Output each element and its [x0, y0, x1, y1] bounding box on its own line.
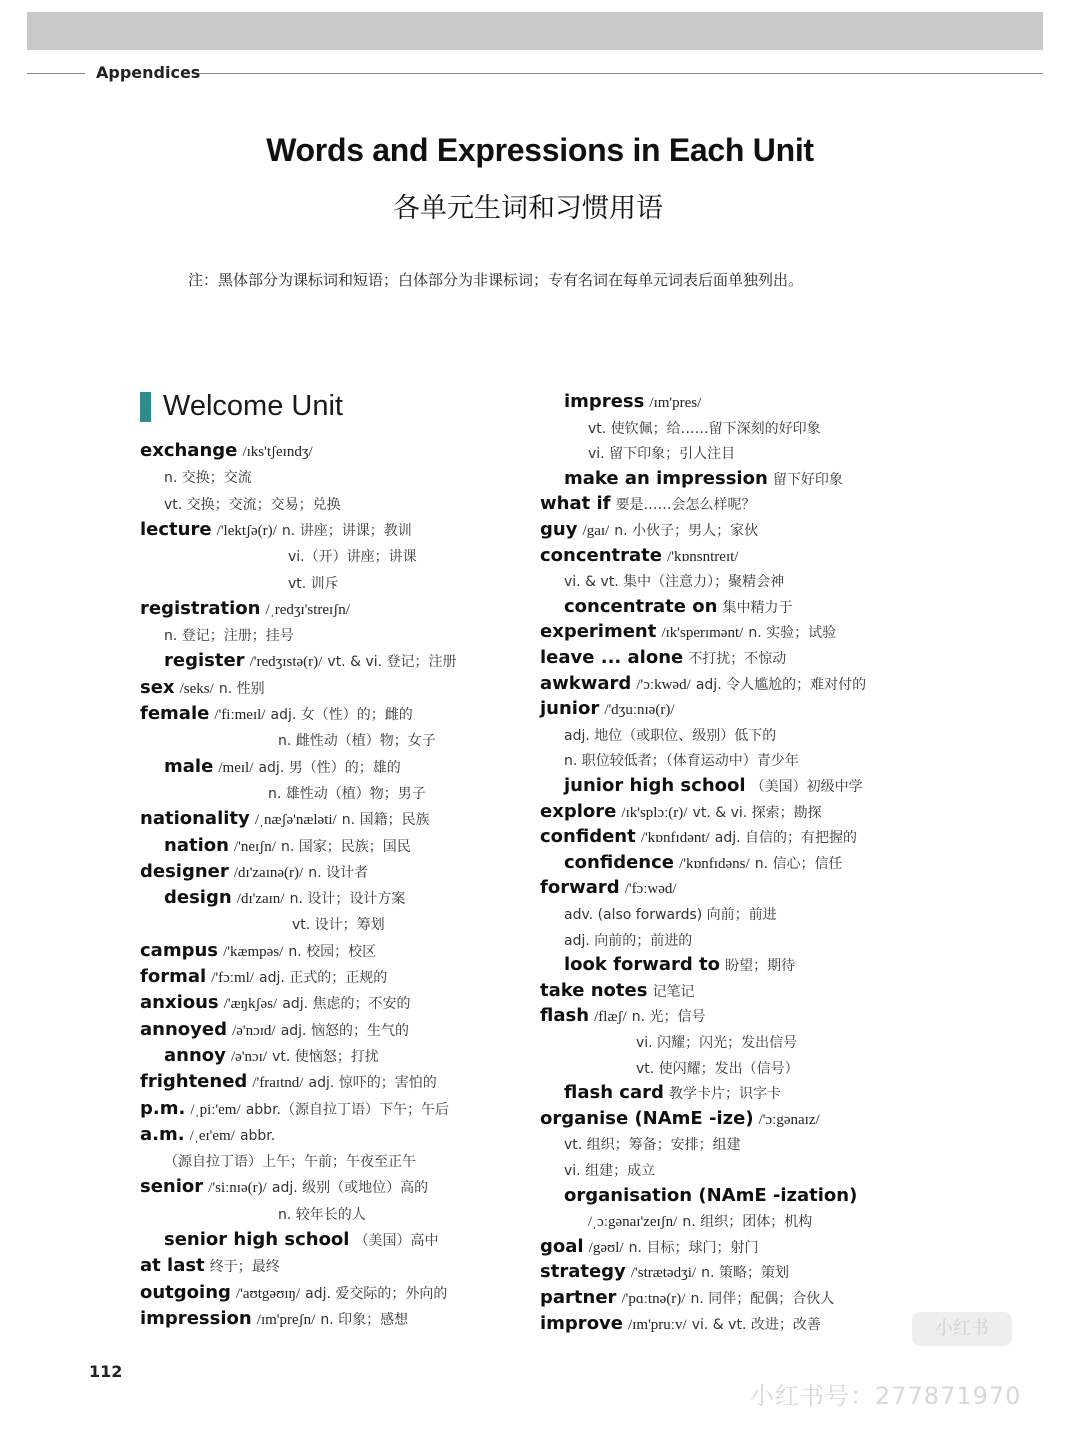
definition: 教学卡片；识字卡 — [668, 1086, 781, 1103]
entry-line — [588, 417, 821, 441]
headword: confidence — [564, 851, 674, 873]
entry-line — [564, 596, 793, 620]
headword: senior — [140, 1176, 204, 1198]
definition: n. 实验；试验 — [748, 625, 837, 642]
definition: n. 国籍；民族 — [341, 812, 430, 829]
phonetic: /'pɑːtnə(r)/ — [621, 1291, 686, 1307]
headword: guy — [540, 519, 578, 540]
entry-line — [140, 940, 376, 964]
phonetic: /ɪks'tʃeɪndʒ/ — [242, 444, 313, 460]
entry-line — [540, 1261, 789, 1285]
headword: a.m. — [140, 1123, 185, 1145]
definition: n. 雌性动（植）物；女子 — [278, 733, 436, 750]
phonetic: /'lektʃə(r)/ — [216, 522, 277, 539]
entry-line — [140, 1071, 437, 1095]
entry-line — [164, 624, 294, 648]
headword: awkward — [540, 672, 632, 694]
headword: male — [164, 755, 214, 777]
phonetic: /ɪm'preʃn/ — [256, 1311, 316, 1328]
definition: 留下好印象 — [772, 471, 843, 488]
entry-line — [636, 1031, 797, 1055]
page-title: Words and Expressions in Each Unit — [266, 132, 814, 168]
entry-line — [140, 1019, 409, 1043]
headword: junior high school — [564, 775, 746, 796]
phonetic: /'ɔːkwəd/ — [636, 676, 691, 693]
headword: flash card — [564, 1082, 664, 1104]
definition: vt. & vi. 登记；注册 — [327, 654, 457, 671]
entry-line — [140, 703, 413, 727]
definition: 集中精力于 — [722, 599, 793, 616]
headword: improve — [540, 1312, 623, 1334]
entry-line — [164, 493, 341, 517]
phonetic: /ə'nɔɪ/ — [230, 1048, 267, 1065]
entry-line — [140, 1308, 408, 1332]
definition: n. 策略；策划 — [701, 1265, 789, 1282]
entry-line — [164, 756, 401, 780]
entry-line — [540, 1005, 706, 1029]
headword: female — [140, 703, 210, 724]
headword: exchange — [140, 440, 238, 461]
definition: adj. 向前的；前进的 — [564, 932, 693, 949]
headword: forward — [540, 877, 620, 899]
definition: adj. 地位（或职位、级别）低下的 — [564, 727, 777, 744]
phonetic: /ɪm'pruːv/ — [628, 1316, 687, 1333]
definition: n. 小伙子；男人；家伙 — [614, 523, 759, 539]
phonetic: /'kɒnfɪdəns/ — [679, 855, 750, 872]
phonetic: /seks/ — [179, 680, 214, 697]
page-subtitle: 各单元生词和习惯用语 — [393, 193, 663, 224]
definition: 盼望；期待 — [725, 958, 796, 975]
app-watermark-badge: 小红书 — [912, 1312, 1012, 1346]
definition: 终于；最终 — [209, 1259, 280, 1276]
definition: adj. 爱交际的；外向的 — [305, 1285, 448, 1302]
phonetic: /'redʒɪstə(r)/ — [249, 654, 323, 671]
entry-line — [540, 647, 786, 671]
phonetic: /ˌɔːgənaɪ'zeɪʃn/ — [588, 1214, 678, 1231]
definition: vi. 留下印象；引人注目 — [588, 446, 736, 463]
definition: 要是……会怎么样呢？ — [615, 497, 756, 514]
entry-line — [540, 545, 738, 569]
entry-line — [540, 1313, 821, 1337]
entry-line — [278, 1203, 366, 1227]
definition: n. 组织；团体；机构 — [682, 1214, 813, 1231]
headword: experiment — [540, 621, 657, 643]
phonetic: /meɪl/ — [218, 759, 254, 776]
headword: concentrate on — [564, 595, 718, 617]
phonetic: /'kɒnsntreɪt/ — [667, 548, 739, 565]
headword: annoyed — [140, 1018, 227, 1040]
entry-line — [140, 677, 265, 701]
entry-line — [164, 1150, 416, 1174]
headword: confident — [540, 826, 636, 848]
definition: n. 交换；交流 — [164, 470, 252, 487]
entry-line — [564, 852, 843, 876]
entry-line — [540, 980, 695, 1004]
definition: vi.（开）讲座；讲课 — [288, 549, 417, 566]
entry-line — [564, 1159, 655, 1183]
definition: （源自拉丁语）上午；午前；午夜至正午 — [164, 1154, 416, 1171]
definition: n. 设计者 — [308, 864, 369, 881]
entry-line — [588, 1210, 812, 1234]
phonetic: /ɪk'splɔː(r)/ — [621, 804, 688, 821]
headword: senior high school — [164, 1229, 350, 1250]
entry-line — [140, 440, 313, 464]
definition: n. 目标；球门；射门 — [628, 1239, 759, 1256]
entry-line — [540, 1108, 820, 1132]
headword: explore — [540, 800, 617, 822]
headword: organise (NAmE -ize) — [540, 1107, 754, 1129]
definition: adj. 恼怒的；生气的 — [280, 1022, 409, 1039]
entry-line — [140, 1282, 447, 1306]
entry-line — [278, 729, 436, 753]
headword: organisation (NAmE -ization) — [564, 1184, 858, 1206]
entry-line — [636, 1057, 799, 1081]
entry-line — [540, 826, 857, 850]
phonetic: /ə'nɔɪd/ — [232, 1022, 276, 1039]
entry-line — [164, 1045, 379, 1069]
definition: adj. 级别（或地位）高的 — [271, 1180, 429, 1197]
phonetic: /'kɒnfɪdənt/ — [640, 830, 710, 847]
entry-line — [564, 929, 692, 953]
phonetic: /'fraɪtnd/ — [252, 1075, 304, 1092]
entry-line — [564, 468, 843, 492]
entry-line — [564, 391, 701, 415]
phonetic: /gaɪ/ — [582, 523, 610, 539]
entry-line — [540, 519, 758, 543]
note-text: 注：黑体部分为课标词和短语；白体部分为非课标词；专有名词在每单元词表后面单独列出。 — [188, 271, 804, 289]
headword: sex — [140, 676, 175, 698]
headword: partner — [540, 1287, 617, 1308]
headword: take notes — [540, 979, 648, 1001]
phonetic: /'dʒuːnɪə(r)/ — [604, 702, 675, 719]
definition: vt. 训斥 — [288, 575, 339, 592]
entry-line — [564, 724, 776, 748]
headword: nation — [164, 834, 229, 856]
headword: strategy — [540, 1261, 626, 1283]
headword: lecture — [140, 518, 212, 540]
definition: n. 校园；校区 — [288, 943, 377, 960]
section-label: Appendices — [96, 63, 201, 82]
headword: design — [164, 887, 232, 909]
definition: adj. 女（性）的；雌的 — [270, 707, 413, 723]
headword: what if — [540, 493, 611, 515]
entry-line — [164, 650, 457, 674]
entry-line — [140, 992, 411, 1016]
top-grey-band — [27, 12, 1043, 50]
phonetic: /'æŋkʃəs/ — [223, 996, 278, 1013]
definition: n. 雄性动（植）物；男子 — [268, 785, 426, 802]
definition: vt. 使钦佩；给……留下深刻的好印象 — [588, 420, 821, 437]
entry-line — [564, 903, 777, 927]
entry-line — [140, 861, 368, 885]
phonetic: /ɪm'pres/ — [649, 395, 702, 411]
headword: outgoing — [140, 1281, 231, 1303]
entry-line — [292, 913, 385, 937]
entry-line — [140, 519, 412, 543]
definition: adj. 焦虑的；不安的 — [282, 996, 411, 1013]
entry-line — [164, 887, 405, 911]
entry-line — [540, 673, 866, 697]
definition: adj. 男（性）的；雄的 — [258, 759, 401, 776]
phonetic: /dɪ'zaɪn/ — [236, 891, 285, 908]
definition: n. 职位较低者；（体育运动中）青少年 — [564, 753, 799, 770]
definition: n. 性别 — [218, 680, 265, 697]
phonetic: /'fiːmeɪl/ — [214, 707, 266, 723]
entry-line — [588, 442, 735, 466]
definition: vt. & vi. 探索；勘探 — [692, 804, 822, 821]
entry-line — [288, 545, 417, 569]
definition: vi. 闪耀；闪光；发出信号 — [636, 1035, 798, 1051]
entry-line — [564, 954, 795, 978]
entry-line — [140, 808, 430, 832]
definition: vi. & vt. 集中（注意力）；聚精会神 — [564, 574, 785, 591]
phonetic: /ˌnæʃə'næləti/ — [254, 812, 337, 829]
headword: concentrate — [540, 544, 662, 566]
phonetic: /'kæmpəs/ — [223, 943, 284, 960]
headword: make an impression — [564, 467, 768, 489]
phonetic: /'strætədʒi/ — [630, 1265, 697, 1282]
headword: p.m. — [140, 1097, 186, 1119]
phonetic: /ˌpiː'em/ — [190, 1101, 241, 1118]
entry-line — [140, 598, 350, 622]
definition: adv. (also forwards) 向前；前进 — [564, 907, 777, 923]
definition: n. 同伴；配偶；合伙人 — [690, 1291, 835, 1307]
headword: impress — [564, 391, 645, 412]
entry-line — [540, 877, 677, 901]
entry-line — [140, 1098, 449, 1122]
definition: adj. 令人尴尬的；难对付的 — [695, 676, 867, 693]
entry-line — [564, 775, 863, 799]
headword: frightened — [140, 1071, 248, 1093]
headword: nationality — [140, 808, 250, 830]
unit-heading — [140, 390, 343, 423]
phonetic: /'ɔːgənaɪz/ — [758, 1111, 820, 1128]
definition: vt. 使恼怒；打扰 — [272, 1048, 379, 1065]
entry-line — [564, 570, 784, 594]
entry-line — [540, 698, 675, 722]
headword: campus — [140, 939, 218, 961]
definition: abbr. — [239, 1127, 276, 1144]
definition: n. 讲座；讲课；教训 — [281, 522, 412, 539]
definition: n. 信心；信任 — [754, 855, 843, 872]
definition: vt. 设计；筹划 — [292, 917, 385, 934]
phonetic: /gəʊl/ — [588, 1239, 624, 1256]
definition: adj. 自信的；有把握的 — [714, 830, 858, 847]
entry-line — [140, 966, 387, 990]
page-number: 112 — [89, 1362, 123, 1381]
definition: vt. 使闪耀；发出（信号） — [636, 1060, 799, 1077]
phonetic: /ˌredʒɪ'streɪʃn/ — [265, 601, 350, 618]
headword: register — [164, 650, 245, 672]
entry-line — [564, 1133, 741, 1157]
definition: vi. & vt. 改进；改善 — [691, 1316, 821, 1333]
phonetic: /dɪ'zaɪnə(r)/ — [233, 864, 304, 881]
phonetic: /'fɔːwəd/ — [624, 881, 677, 898]
definition: n. 设计；设计方案 — [289, 891, 406, 908]
definition: vt. 组织；筹备；安排；组建 — [564, 1137, 741, 1154]
entry-line — [140, 1255, 280, 1279]
definition: adj. 惊吓的；害怕的 — [308, 1075, 437, 1092]
unit-title: Welcome Unit — [163, 390, 343, 422]
unit-marker — [140, 392, 151, 422]
entry-line — [564, 1185, 857, 1209]
header-rule-left — [27, 73, 85, 74]
headword: at last — [140, 1255, 205, 1277]
header-rule-right — [198, 73, 1043, 74]
phonetic: /ɪk'sperɪmənt/ — [661, 625, 744, 642]
entry-line — [564, 749, 799, 773]
headword: flash — [540, 1005, 590, 1027]
entry-line — [140, 1176, 428, 1200]
phonetic: /'siːnɪə(r)/ — [208, 1180, 267, 1197]
entry-line — [268, 782, 426, 806]
definition: abbr.（源自拉丁语）下午；午后 — [245, 1101, 449, 1118]
headword: formal — [140, 966, 207, 987]
headword: junior — [540, 698, 600, 720]
definition: （美国）高中 — [354, 1233, 439, 1249]
entry-line — [540, 1287, 834, 1311]
entry-line — [164, 1229, 439, 1253]
phonetic: /flæʃ/ — [594, 1009, 627, 1026]
entry-line — [164, 835, 411, 859]
phonetic: /'neɪʃn/ — [234, 838, 276, 855]
headword: look forward to — [564, 954, 720, 976]
definition: n. 登记；注册；挂号 — [164, 628, 294, 645]
entry-line — [288, 572, 339, 596]
headword: designer — [140, 860, 229, 882]
headword: leave ... alone — [540, 647, 684, 668]
phonetic: /ˌeɪ'em/ — [189, 1127, 235, 1144]
headword: impression — [140, 1307, 252, 1329]
entry-line — [164, 466, 252, 490]
entry-line — [540, 1236, 758, 1260]
entry-line — [540, 801, 822, 825]
phonetic: /'fɔːml/ — [211, 970, 254, 986]
headword: anxious — [140, 992, 219, 1014]
definition: n. 印象；感想 — [320, 1311, 409, 1328]
entry-line — [540, 493, 756, 517]
definition: n. 光；信号 — [631, 1009, 706, 1026]
definition: 记笔记 — [652, 983, 695, 1000]
entry-line — [540, 621, 836, 645]
entry-line — [140, 1124, 275, 1148]
definition: n. 较年长的人 — [278, 1206, 366, 1223]
headword: goal — [540, 1235, 584, 1257]
definition: n. 国家；民族；国民 — [280, 838, 411, 855]
entry-line — [564, 1082, 781, 1106]
headword: registration — [140, 597, 261, 619]
headword: annoy — [164, 1044, 226, 1066]
definition: vt. 交换；交流；交易；兑换 — [164, 496, 341, 513]
definition: 不打扰；不惊动 — [688, 651, 787, 667]
definition: （美国）初级中学 — [750, 779, 863, 795]
definition: vi. 组建；成立 — [564, 1163, 656, 1179]
phonetic: /'aʊtgəʊɪŋ/ — [236, 1285, 301, 1302]
definition: adj. 正式的；正规的 — [259, 970, 388, 986]
watermark-text: 小红书号：277871970 — [750, 1382, 1022, 1410]
